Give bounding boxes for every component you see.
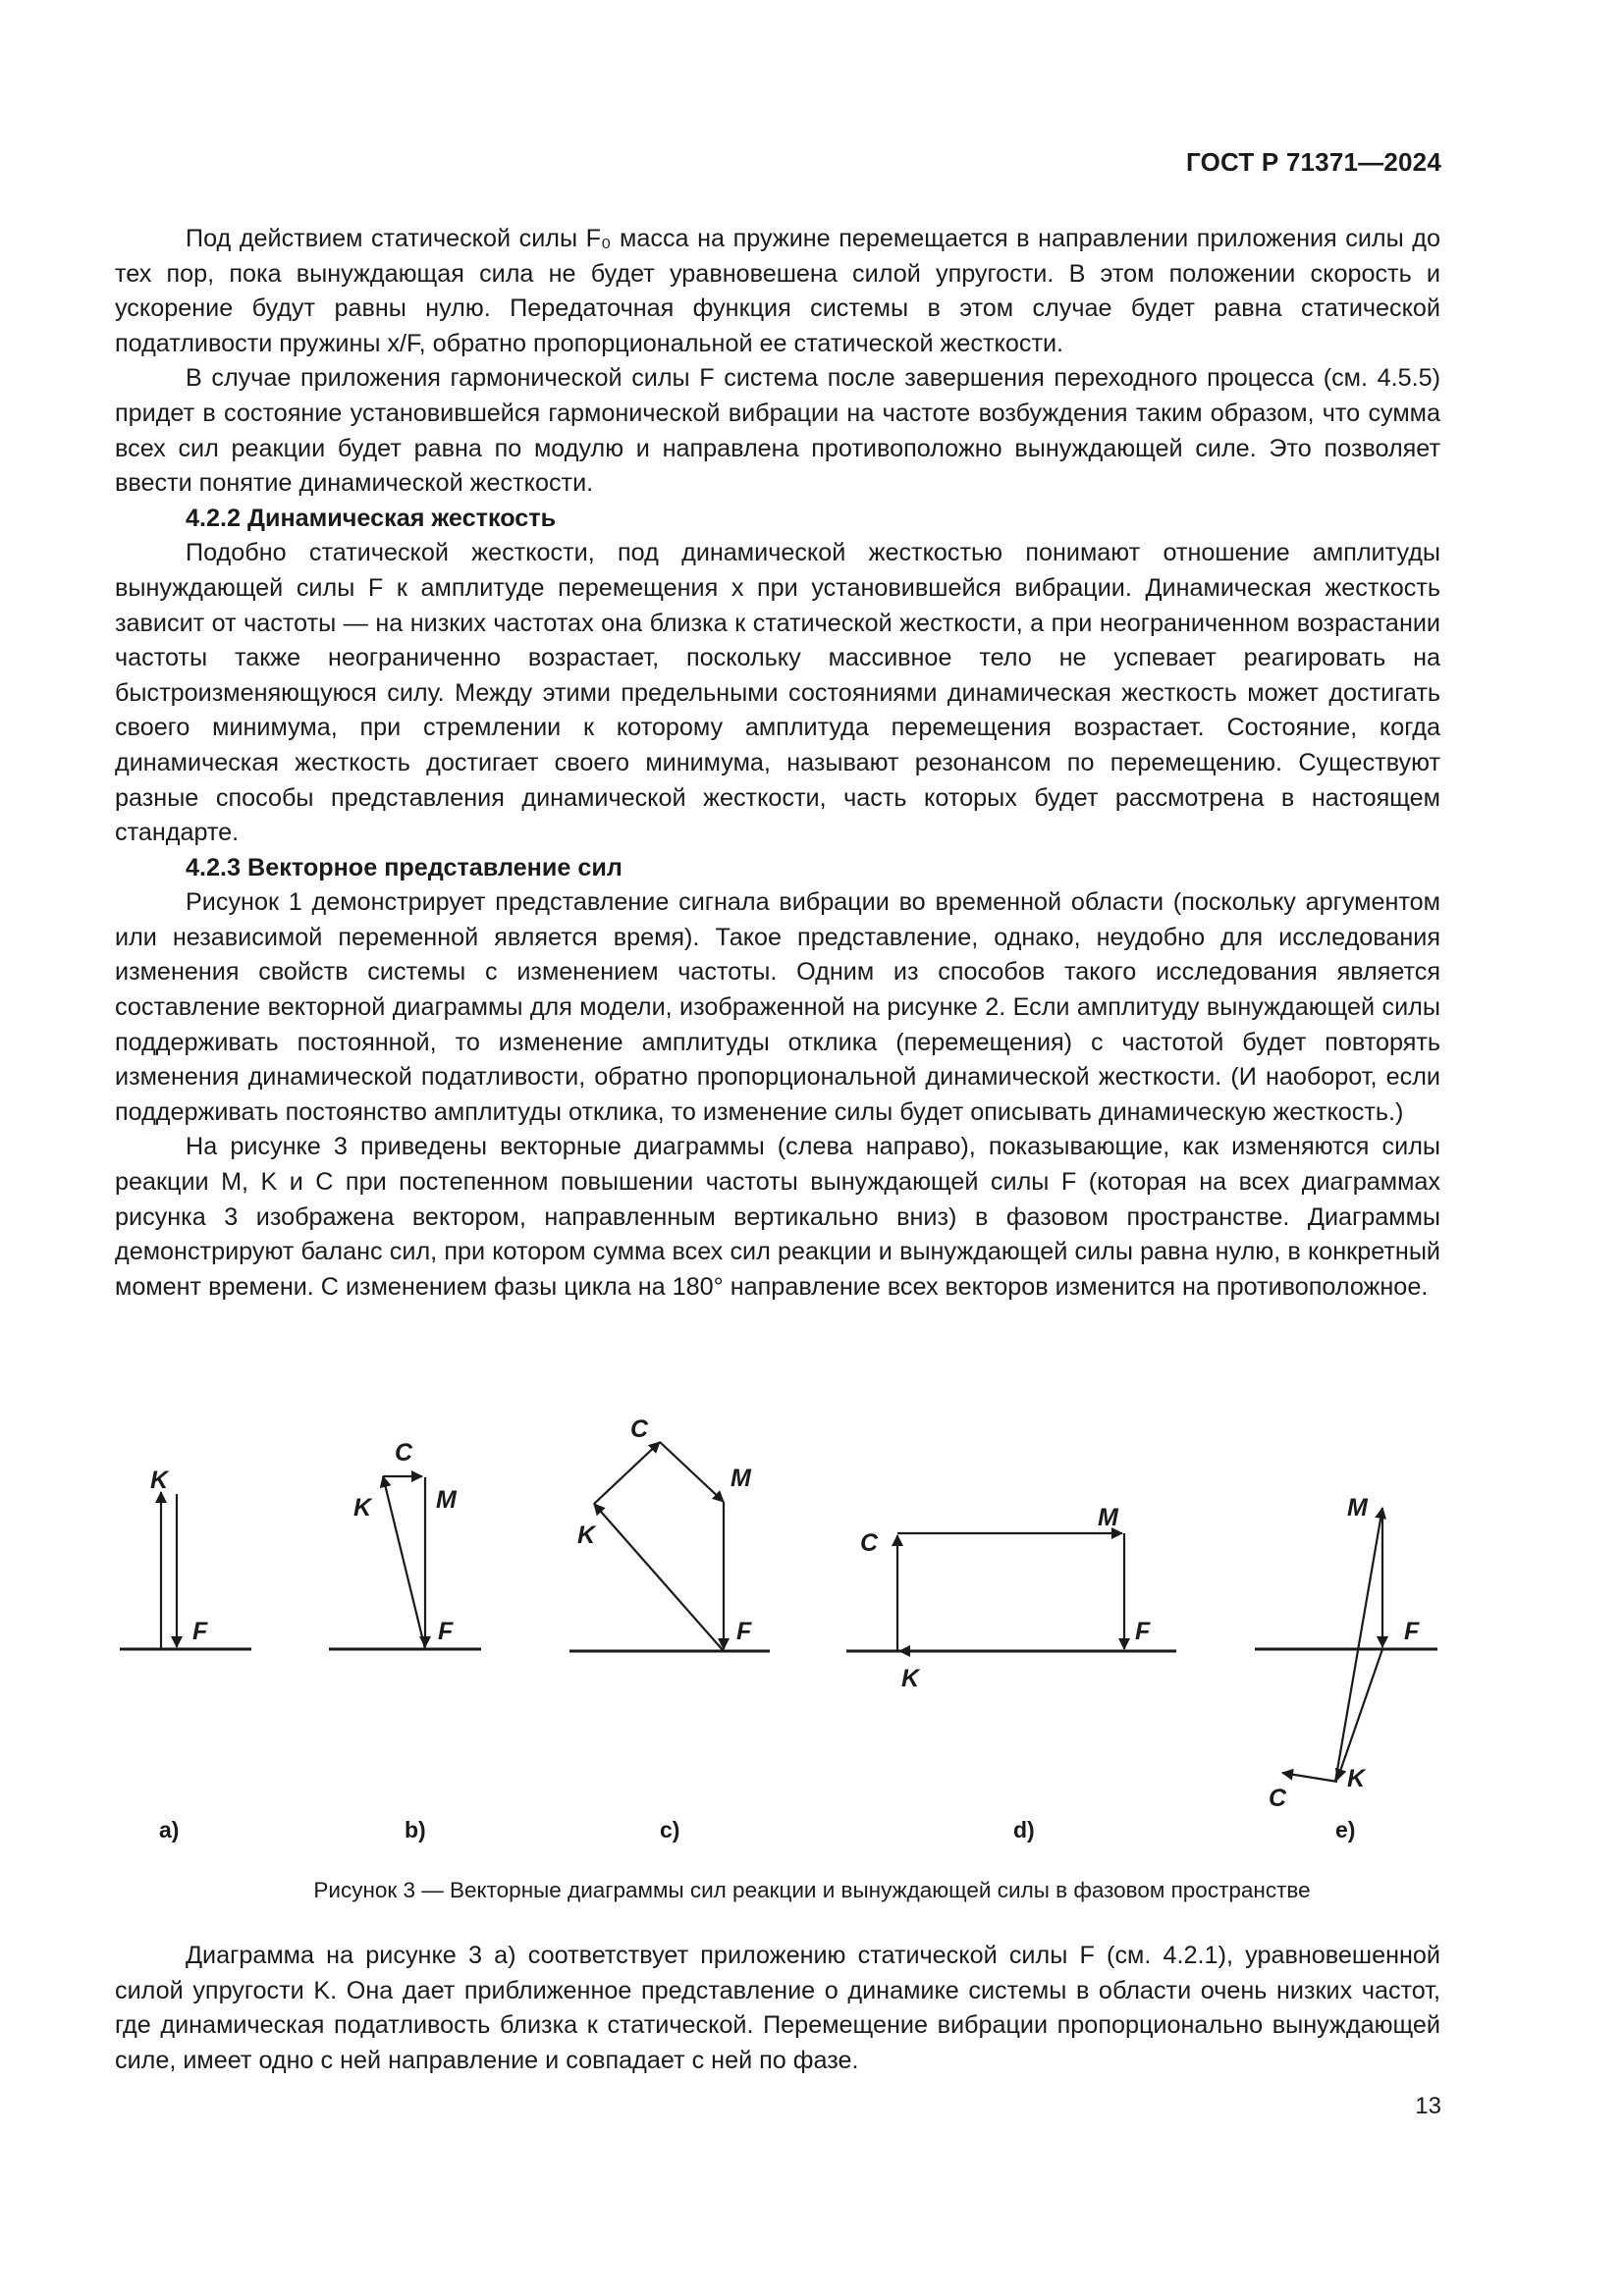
label-c: C — [860, 1529, 879, 1557]
figure-3-vector-diagrams — [0, 1394, 1624, 1855]
label-m: M — [731, 1465, 751, 1492]
vector-k — [1337, 1649, 1382, 1780]
diagram-label-e: e) — [1335, 1817, 1356, 1842]
label-m: M — [436, 1486, 457, 1514]
label-m: M — [1347, 1494, 1368, 1522]
label-f: F — [1135, 1618, 1151, 1645]
section-heading-4-2-2: 4.2.2 Динамическая жесткость — [186, 504, 557, 532]
label-f: F — [1404, 1618, 1420, 1645]
diagram-label-d: d) — [1013, 1817, 1035, 1842]
diagram-label-a: a) — [159, 1817, 180, 1842]
vector-c — [1282, 1773, 1337, 1782]
section-heading-4-2-3: 4.2.3 Векторное представление сил — [186, 853, 623, 881]
diagram-label-b: b) — [405, 1817, 426, 1842]
label-c: C — [630, 1415, 649, 1443]
paragraph: На рисунке 3 приведены векторные диаграммы (слева направо), показывающие, как изменяются силы реакции M, K и C при постепенном повышении частоты вынуждающей силы F (которая на всех диаграммах рисунка 3 изображена вектором, направленным вертикально вниз) в фазовом пространстве. Диаграммы демонстрируют баланс сил, при котором сумма всех сил реакции и вынуждающей силы равна нулю, в конкретный момент времени. С изменением фазы цикла на 180° направление всех векторов изменится на противоположное. — [115, 1133, 1440, 1301]
diagram-a — [120, 1492, 251, 1649]
label-k: K — [353, 1494, 372, 1522]
vector-m — [1335, 1508, 1382, 1782]
vector-m — [660, 1442, 724, 1502]
label-f: F — [736, 1618, 752, 1645]
label-k: K — [577, 1522, 596, 1549]
label-k: K — [1347, 1765, 1366, 1792]
paragraph: Подобно статической жесткости, под динамической жесткостью понимают отношение амплитуды вынуждающей силы F к амплитуде перемещения x при установившейся вибрации. Динамическая жесткость зависит от частоты — на низких частотах она близка к статической жесткости, а при неограниченном возрастании частоты также неограниченно возрастает, поскольку массивное тело не успевает реагировать на быстроизменяющуюся силу. Между этими предельными состояниями динамическая жесткость может достигать своего минимума, при стремлении к которому амплитуда перемещения возрастает. Состояние, когда динамическая жесткость достигает своего минимума, называют резонансом по перемещению. Существуют разные способы представления динамической жесткости, часть которых будет рассмотрена в настоящем стандарте. — [115, 539, 1440, 847]
label-k: K — [150, 1467, 169, 1494]
vector-c — [594, 1442, 660, 1504]
diagram-label-c: c) — [660, 1817, 680, 1842]
paragraph: Диаграмма на рисунке 3 а) соответствует приложению статической силы F (см. 4.2.1), уравновешенной силой упругости K. Она дает приближенное представление о динамике системы в области очень низких частот, где динамическая податливость близка к статической. Перемещение вибрации пропорционально вынуждающей силе, имеет одно с ней направление и совпадает с ней по фазе. — [115, 1942, 1440, 2074]
vector-diagrams-svg — [0, 1394, 1624, 1855]
body-text-top — [115, 222, 1440, 1305]
page-number: 13 — [1415, 2093, 1441, 2119]
paragraph: В случае приложения гармонической силы F система после завершения переходного процесса (см. 4.5.5) придет в состояние установившейся гармонической вибрации на частоте возбуждения таким образом, что сумма всех сил реакции будет равна по модулю и направлена противоположно вынуждающей силе. Это позволяет ввести понятие динамической жесткости. — [115, 364, 1440, 498]
vector-k — [383, 1476, 425, 1649]
label-m: M — [1098, 1504, 1118, 1531]
figure-caption: Рисунок 3 — Векторные диаграммы сил реакции и вынуждающей силы в фазовом пространстве — [313, 1878, 1311, 1902]
paragraph: Под действием статической силы F₀ масса на пружине перемещается в направлении приложения силы до тех пор, пока вынуждающая сила не будет уравновешена силой упругости. В этом положении скорость и ускорение будут равны нулю. Передаточная функция системы в этом случае будет равна статической податливости пружины x/F, обратно пропорциональной ее статической жесткости. — [115, 225, 1440, 357]
body-text-bottom — [115, 1939, 1440, 2078]
paragraph: Рисунок 1 демонстрирует представление сигнала вибрации во временной области (поскольку аргументом или независимой переменной является время). Такое представление, однако, неудобно для исследования изменения свойств системы с изменением частоты. Одним из способов такого исследования является составление векторной диаграммы для модели, изображенной на рисунке 2. Если амплитуду вынуждающей силы поддерживать постоянной, то изменение амплитуды отклика (перемещения) с частотой будет повторять изменения динамической податливости, обратно пропорциональной динамической жесткости. (И наоборот, если поддерживать постоянство амплитуды отклика, то изменение силы будет описывать динамическую жесткость.) — [115, 888, 1440, 1126]
label-f: F — [192, 1618, 208, 1645]
diagram-b — [329, 1476, 481, 1649]
label-k: K — [901, 1665, 920, 1692]
diagram-d — [846, 1533, 1176, 1651]
label-f: F — [438, 1618, 454, 1645]
vector-k — [594, 1504, 724, 1651]
label-c: C — [1269, 1785, 1287, 1812]
label-c: C — [395, 1439, 413, 1467]
document-number-header: ГОСТ Р 71371—2024 — [1186, 147, 1441, 177]
